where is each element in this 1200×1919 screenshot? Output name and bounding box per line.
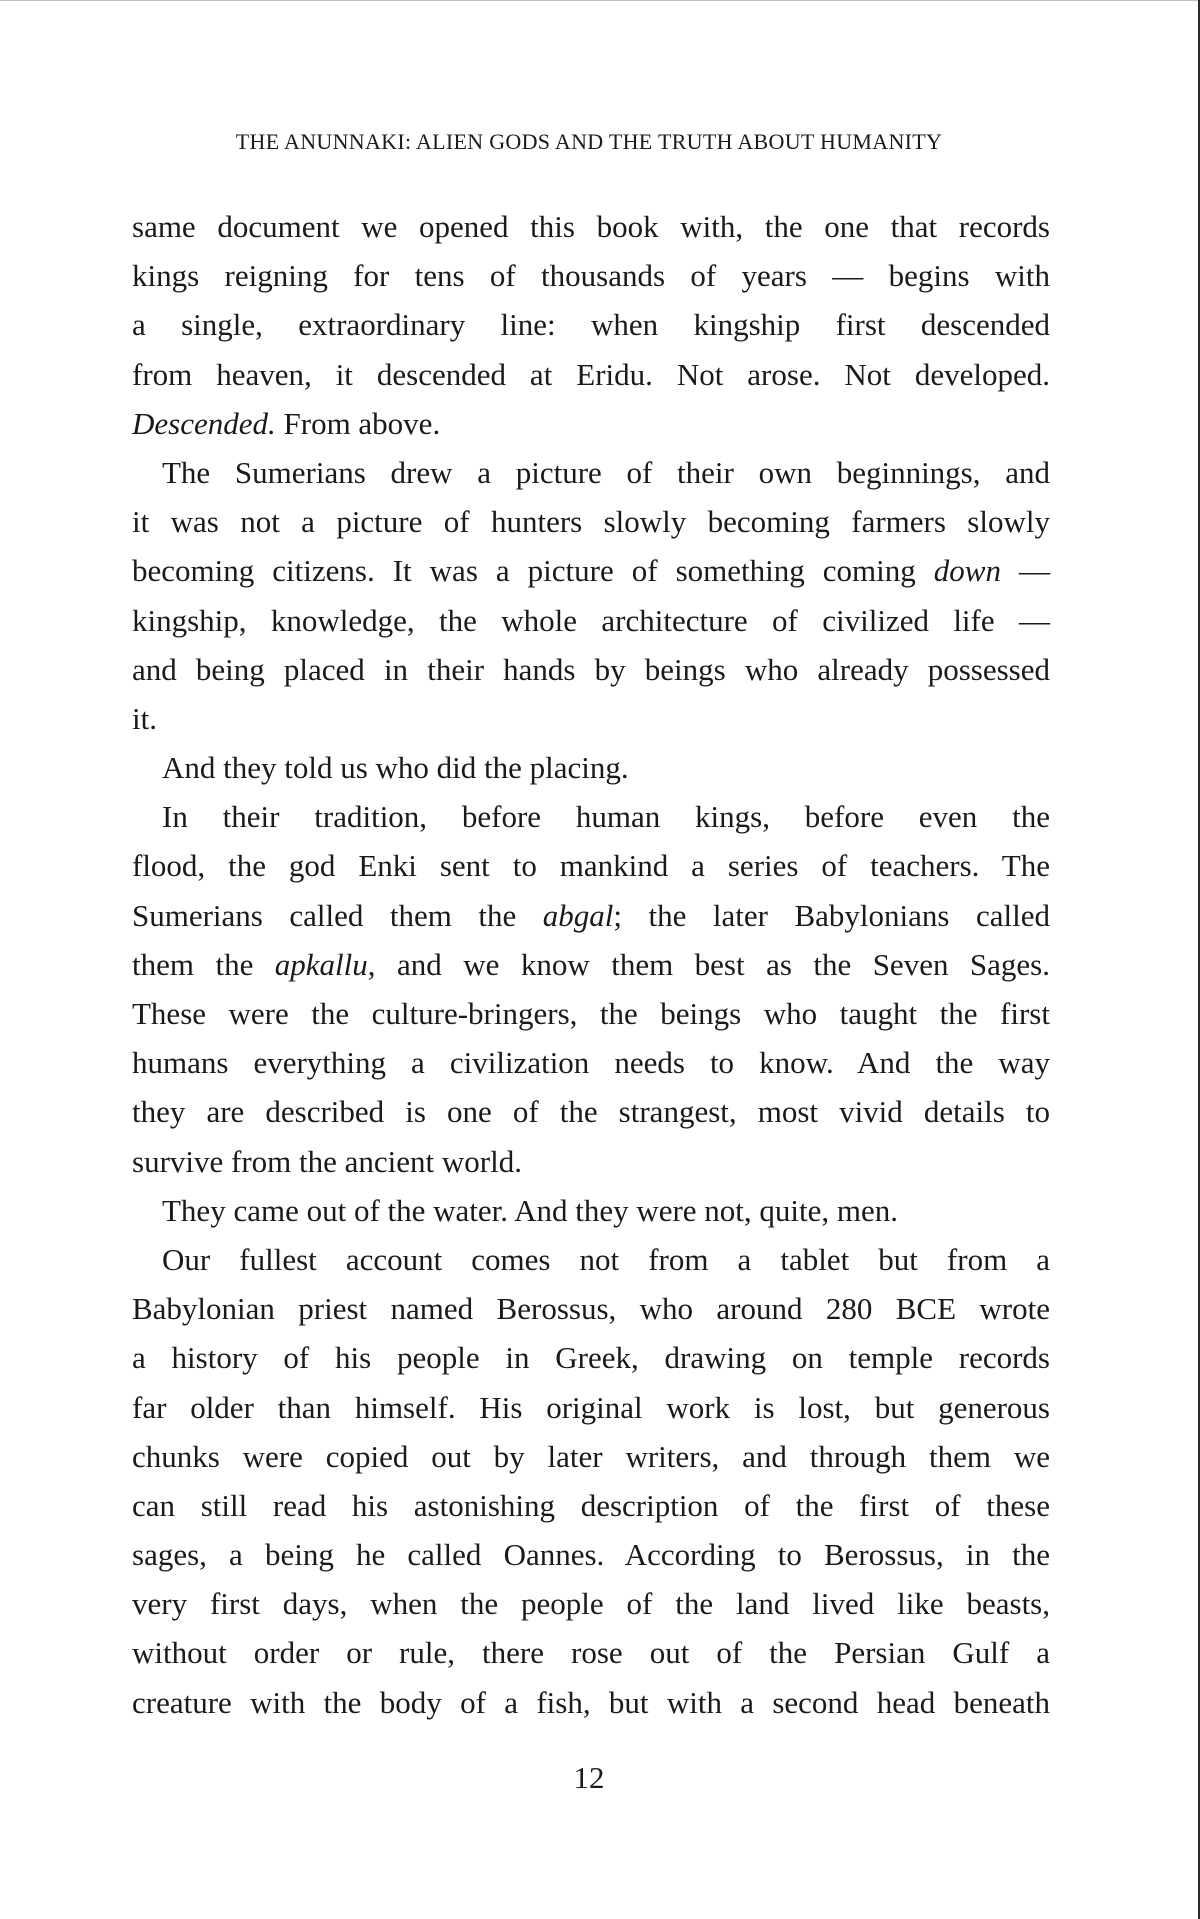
- body-text: [132, 202, 1050, 1727]
- text-run: , and we know them best as the Seven Sages.: [367, 946, 1050, 982]
- text-line: far older than himself. His original work is lost, but generous: [132, 1389, 1050, 1425]
- text-line: [132, 940, 1050, 989]
- text-run: Sumerians called them the: [132, 897, 543, 933]
- text-line: a history of his people in Greek, drawing on temple records: [132, 1340, 1050, 1376]
- page-top-edge: [0, 0, 1200, 1]
- text-line: [132, 399, 1050, 448]
- text-line: a single, extraordinary line: when kingship first descended: [132, 307, 1050, 343]
- text-line: it.: [132, 700, 157, 736]
- text-line: kingship, knowledge, the whole architecture of civilized life —: [132, 602, 1050, 638]
- text-run: them the: [132, 946, 275, 982]
- text-line: The Sumerians drew a picture of their own beginnings, and: [162, 454, 1050, 490]
- text-line: same document we opened this book with, the one that records: [132, 209, 1050, 244]
- text-run: ; the later Babylonians called: [613, 897, 1050, 933]
- text-run: From above.: [275, 405, 441, 441]
- text-line: [132, 546, 1050, 595]
- text-line: humans everything a civilization needs to know. And the way: [132, 1045, 1050, 1081]
- text-line: they are described is one of the strangest, most vivid details to: [132, 1094, 1050, 1130]
- text-line: can still read his astonishing description of the first of these: [132, 1487, 1050, 1523]
- italic-run: apkallu: [274, 946, 368, 982]
- text-line: very first days, when the people of the land lived like beasts,: [132, 1586, 1050, 1622]
- text-line: creature with the body of a fish, but with a second head beneath: [132, 1684, 1050, 1720]
- text-line: sages, a being he called Oannes. According to Berossus, in the: [132, 1537, 1050, 1573]
- text-line: it was not a picture of hunters slowly becoming farmers slowly: [132, 504, 1050, 540]
- text-line: without order or rule, there rose out of the Persian Gulf a: [132, 1635, 1050, 1671]
- text-line: [132, 891, 1050, 940]
- italic-run: abgal: [542, 897, 614, 933]
- text-line: Babylonian priest named Berossus, who around 280 BCE wrote: [132, 1291, 1050, 1327]
- italic-run: down: [933, 553, 1001, 589]
- text-line: They came out of the water. And they were not, quite, men.: [162, 1192, 899, 1228]
- text-run: —: [1000, 553, 1051, 589]
- text-line: chunks were copied out by later writers, and through them we: [132, 1438, 1050, 1474]
- text-line: kings reigning for tens of thousands of years — begins with: [132, 258, 1050, 294]
- page-number: 12: [573, 1760, 605, 1795]
- text-line: In their tradition, before human kings, before even the: [162, 799, 1050, 835]
- text-line: And they told us who did the placing.: [162, 750, 629, 786]
- text-line: These were the culture-bringers, the beings who taught the first: [132, 996, 1050, 1031]
- text-line: and being placed in their hands by beings who already possessed: [132, 651, 1050, 687]
- text-line: flood, the god Enki sent to mankind a series of teachers. The: [132, 848, 1050, 884]
- text-run: becoming citizens. It was a picture of something coming: [132, 553, 934, 589]
- italic-run: Descended.: [132, 405, 276, 441]
- text-line: from heaven, it descended at Eridu. Not arose. Not developed.: [132, 356, 1050, 392]
- text-line: survive from the ancient world.: [132, 1143, 522, 1179]
- running-head: THE ANUNNAKI: ALIEN GODS AND THE TRUTH ABOUT HUMANITY: [235, 129, 943, 154]
- text-line: Our fullest account comes not from a tablet but from a: [162, 1241, 1050, 1277]
